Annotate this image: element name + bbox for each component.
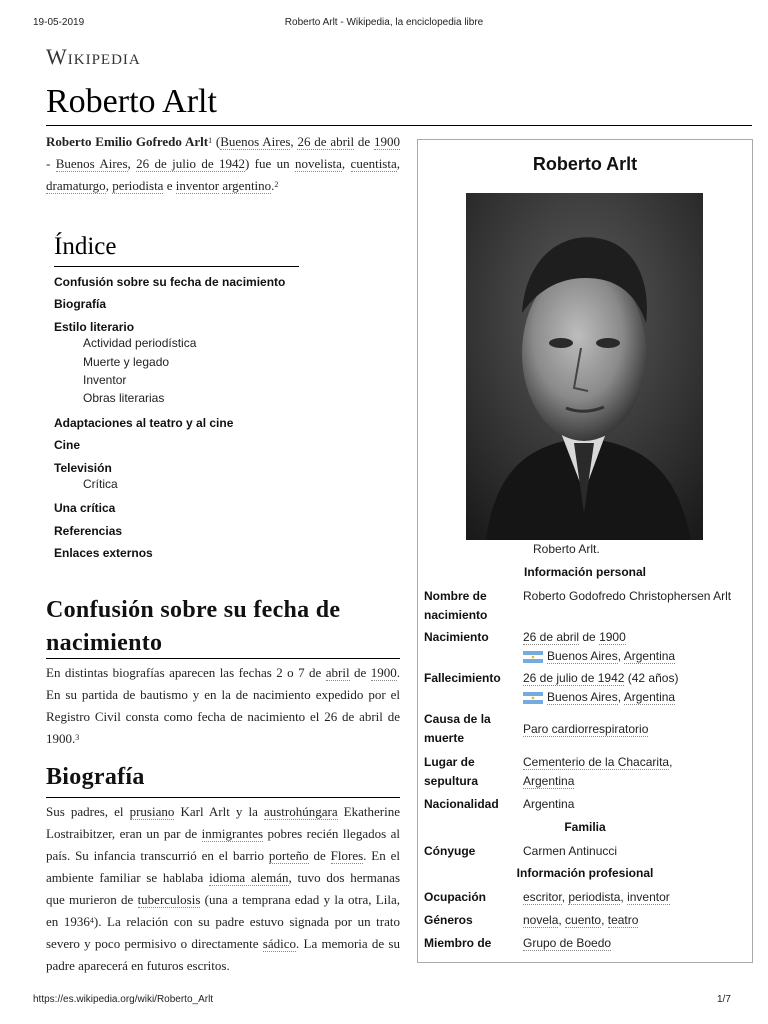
label-fallecimiento: Fallecimiento bbox=[424, 671, 501, 685]
section-divider bbox=[46, 797, 400, 798]
link-chacarita[interactable]: Cementerio de la Chacarita bbox=[523, 755, 670, 769]
value-nombre: Roberto Godofredo Christophersen Arlt bbox=[523, 589, 732, 603]
link-nac-year[interactable]: 1900 bbox=[599, 630, 626, 644]
link-grupo-boedo[interactable]: Grupo de Boedo bbox=[523, 936, 612, 950]
link-nac-country[interactable]: Argentina bbox=[623, 649, 676, 663]
link-buenos-aires[interactable]: Buenos Aires bbox=[220, 134, 291, 149]
label-lugar: Lugar de sepultura bbox=[424, 755, 479, 788]
infobox-section-profesional: Información profesional bbox=[516, 866, 654, 880]
label-nacionalidad: Nacionalidad bbox=[424, 797, 499, 811]
section-heading-fecha: Confusión sobre su fecha de nacimiento bbox=[46, 597, 341, 656]
ref-4[interactable]: 4 bbox=[89, 916, 94, 925]
section-divider bbox=[46, 658, 400, 659]
link-argentina[interactable]: Argentina bbox=[523, 774, 575, 788]
infobox bbox=[417, 139, 753, 963]
infobox-title: Roberto Arlt bbox=[532, 154, 638, 174]
value-generos: novela, cuento, teatro bbox=[523, 913, 639, 927]
value-conyuge: Carmen Antinucci bbox=[523, 844, 618, 858]
link-fall-date[interactable]: 26 de julio de 1942 bbox=[523, 671, 625, 685]
print-url: https://es.wikipedia.org/wiki/Roberto_Arlt bbox=[33, 994, 214, 1005]
toc-subitem[interactable]: Actividad periodística bbox=[83, 336, 197, 350]
value-fallecimiento: 26 de julio de 1942 (42 años) Buenos Aires, Argentina bbox=[523, 671, 679, 704]
link-periodista[interactable]: periodista bbox=[112, 178, 164, 193]
argentina-flag-icon bbox=[523, 692, 543, 704]
value-lugar: Cementerio de la Chacarita, Argentina bbox=[523, 755, 673, 788]
link-nac-city[interactable]: Buenos Aires bbox=[547, 649, 618, 663]
ref-2[interactable]: 2 bbox=[274, 180, 279, 189]
label-miembro: Miembro de bbox=[424, 936, 492, 950]
infobox-section-personal: Información personal bbox=[523, 565, 647, 579]
label-nombre: Nombre de nacimiento bbox=[424, 589, 488, 622]
link-flores[interactable]: Flores bbox=[330, 848, 364, 863]
link-1900[interactable]: 1900 bbox=[374, 134, 400, 149]
toc-item[interactable]: Referencias bbox=[54, 524, 123, 538]
link-escritor[interactable]: escritor bbox=[523, 890, 562, 904]
link-austrohungara[interactable]: austrohúngara bbox=[263, 804, 338, 819]
link-novela[interactable]: novela bbox=[523, 913, 559, 927]
link-teatro[interactable]: teatro bbox=[607, 913, 639, 927]
link-prusiano[interactable]: prusiano bbox=[129, 804, 175, 819]
link-fall-country[interactable]: Argentina bbox=[623, 690, 676, 704]
toc-item[interactable]: Cine bbox=[54, 438, 81, 452]
print-date: 19-05-2019 bbox=[33, 17, 85, 28]
value-nacimiento: 26 de abril de 1900 Buenos Aires, Argentina bbox=[523, 630, 676, 663]
link-fall-city[interactable]: Buenos Aires bbox=[547, 690, 618, 704]
toc-divider bbox=[54, 266, 299, 267]
link-causa[interactable]: Paro cardiorrespiratorio bbox=[523, 722, 649, 736]
link-inmigrantes[interactable]: inmigrantes bbox=[201, 826, 264, 841]
link-abril[interactable]: abril bbox=[325, 665, 350, 680]
link-tuberculosis[interactable]: tuberculosis bbox=[137, 892, 201, 907]
value-causa bbox=[523, 720, 749, 739]
link-nac-date[interactable]: 26 de abril bbox=[523, 630, 580, 644]
toc-item[interactable]: Enlaces externos bbox=[54, 546, 153, 560]
label-nacimiento: Nacimiento bbox=[424, 630, 489, 644]
value-ocupacion: escritor, periodista, inventor bbox=[523, 890, 670, 904]
label-conyuge: Cónyuge bbox=[424, 844, 476, 858]
lead-paragraph: Roberto Emilio Gofredo Arlt$^1$ (Buenos Aires, 26 de abril de 1900 - Buenos Aires, 26 de julio de 1942) fue un novelista, cuentista, dramaturgo, periodista e inventor argentino.$^2$ bbox=[46, 134, 401, 193]
link-26-abril[interactable]: 26 de abril bbox=[297, 134, 355, 149]
toc-title: Índice bbox=[54, 233, 117, 260]
link-1900-b[interactable]: 1900 bbox=[370, 665, 397, 680]
ref-3[interactable]: 3 bbox=[75, 733, 80, 742]
page-title: Roberto Arlt bbox=[46, 83, 217, 120]
title-divider bbox=[46, 125, 752, 126]
ref-1[interactable]: 1 bbox=[208, 136, 213, 145]
link-inventor-b[interactable]: inventor bbox=[627, 890, 670, 904]
toc-item[interactable]: Televisión bbox=[54, 461, 112, 475]
infobox-section-familia: Familia bbox=[564, 820, 606, 834]
print-doc-title: Roberto Arlt - Wikipedia, la enciclopedia libre bbox=[284, 17, 484, 28]
subject-name: Roberto Emilio Gofredo Arlt bbox=[46, 134, 209, 149]
portrait-photo[interactable] bbox=[466, 193, 703, 540]
fecha-paragraph: En distintas biografías aparecen las fechas 2 o 7 de abril de 1900. En su partida de bautismo y en la de nacimiento expedido por el Registro Civil consta como fecha de nacimiento el 26 de abril de 1900.$^3$ bbox=[46, 665, 400, 746]
toc-subitem[interactable]: Crítica bbox=[83, 477, 118, 491]
link-idioma-aleman[interactable]: idioma alemán bbox=[209, 870, 289, 885]
link-novelista[interactable]: novelista bbox=[294, 156, 342, 171]
toc-item[interactable]: Adaptaciones al teatro y al cine bbox=[54, 416, 234, 430]
value-nacionalidad: Argentina bbox=[523, 797, 575, 811]
link-inventor[interactable]: inventor bbox=[175, 178, 220, 193]
argentina-flag-icon bbox=[523, 651, 543, 663]
link-cuento[interactable]: cuento bbox=[565, 913, 602, 927]
toc-subitem[interactable]: Muerte y legado bbox=[83, 355, 170, 369]
value-miembro bbox=[523, 934, 749, 953]
link-26-julio-1942[interactable]: 26 de julio de 1942 bbox=[136, 156, 245, 171]
toc-item[interactable]: Una crítica bbox=[54, 501, 116, 515]
toc-subitem[interactable]: Inventor bbox=[83, 373, 127, 387]
photo-caption: Roberto Arlt. bbox=[533, 542, 600, 556]
section-heading-biografia: Biografía bbox=[46, 764, 145, 790]
wikipedia-logo[interactable]: Wikipedia bbox=[46, 44, 141, 69]
link-porteno[interactable]: porteño bbox=[268, 848, 309, 863]
toc-subitem[interactable]: Obras literarias bbox=[83, 391, 165, 405]
print-page-number: 1/7 bbox=[717, 994, 731, 1005]
link-argentino[interactable]: argentino bbox=[222, 178, 272, 193]
link-periodista-b[interactable]: periodista bbox=[568, 890, 621, 904]
link-buenos-aires-2[interactable]: Buenos Aires bbox=[55, 156, 128, 171]
label-ocupacion: Ocupación bbox=[424, 890, 487, 904]
link-sadico[interactable]: sádico bbox=[262, 936, 297, 951]
toc-item[interactable]: Estilo literario bbox=[54, 320, 135, 334]
label-generos: Géneros bbox=[424, 913, 473, 927]
toc-item[interactable]: Biografía bbox=[54, 297, 107, 311]
link-dramaturgo[interactable]: dramaturgo bbox=[46, 178, 106, 193]
link-cuentista[interactable]: cuentista bbox=[350, 156, 397, 171]
label-causa: Causa de la muerte bbox=[424, 712, 491, 745]
biografia-paragraph: Sus padres, el prusiano Karl Arlt y la austrohúngara Ekatherine Lostraibitzer, eran un par de inmigrantes pobres recién llegados al país. Su infancia transcurrió en el barrio porteño de Flores. En el ambiente familiar se hablaba idioma alemán, tuvo dos hermanas que murieron de tuberculosis (una a temprana edad y la otra, Lila, en 1936$^4$). La relación con su padre estuvo signada por un trato severo y poco permisivo o directamente sádico. La memoria de su padre aparecerá en futuros escritos. bbox=[46, 804, 401, 973]
toc-item[interactable]: Confusión sobre su fecha de nacimiento bbox=[54, 275, 286, 289]
